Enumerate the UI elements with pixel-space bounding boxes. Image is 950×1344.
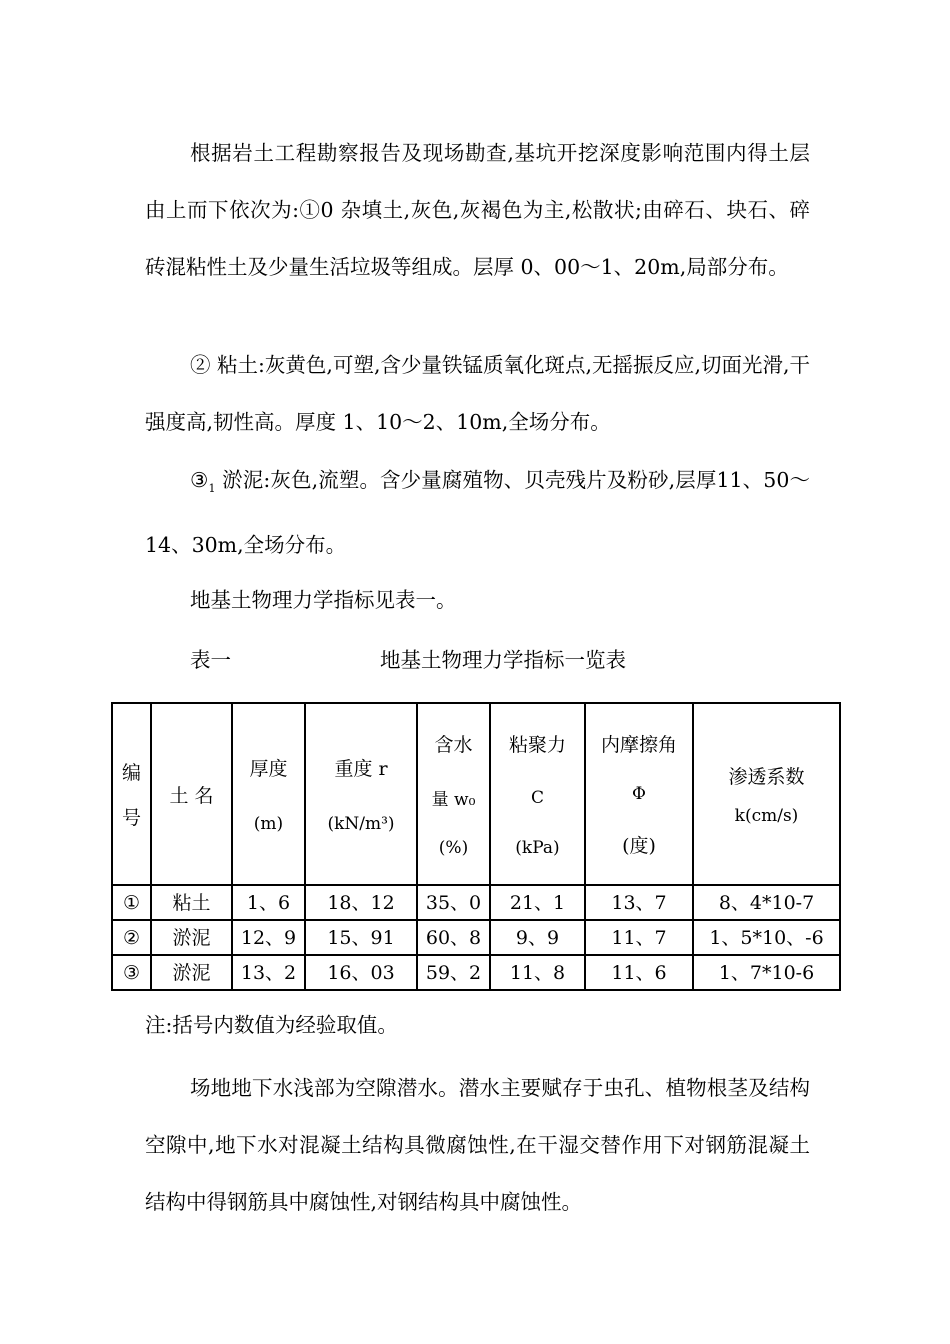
paragraph-silt-text: 淤泥:灰色,流塑。含少量腐殖物、贝壳残片及粉砂,层厚11、50～14、30m,全场分布。 [145,468,810,558]
header-text: 重度 r [334,758,388,780]
table-cell: 21、1 [490,885,585,920]
table-row [112,920,840,955]
table-cell: 35、0 [417,885,490,920]
table-header-row [112,703,840,885]
table-cell: ③ [112,955,151,990]
table-cell: ① [112,885,151,920]
header-text: k(cm/s) [734,806,799,826]
table-cell: 13、7 [585,885,693,920]
paragraph-silt [145,452,810,574]
table-cell: 12、9 [232,920,305,955]
table-title: 地基土物理力学指标一览表 [380,648,626,672]
table-cell: 1、5*10、-6 [693,920,840,955]
header-text: Φ [632,784,646,804]
table-cell: 60、8 [417,920,490,955]
table-cell: 1、7*10-6 [693,955,840,990]
header-text: (度) [622,835,656,857]
table-cell: 16、03 [305,955,417,990]
table-cell: ② [112,920,151,955]
table-cell: 15、91 [305,920,417,955]
header-text: 编 [121,762,141,784]
table-cell: 淤泥 [151,955,232,990]
paragraph-soil-intro: 根据岩土工程勘察报告及现场勘查,基坑开挖深度影响范围内得土层由上而下依次为:①0 杂填土,灰色,灰褐色为主,松散状;由碎石、块石、碎砖混粘性土及少量生活垃圾等组成。层厚 0、00～1、20m,局部分布。 [145,141,810,279]
paragraph-clay: ② 粘土:灰黄色,可塑,含少量铁锰质氧化斑点,无摇振反应,切面光滑,干强度高,韧性高。厚度 1、10～2、10m,全场分布。 [145,353,811,434]
table-cell: 13、2 [232,955,305,990]
header-text: (kPa) [515,838,560,858]
header-text: 内摩擦角 [600,734,677,756]
table-cell: 9、9 [490,920,585,955]
table-cell: 11、6 [585,955,693,990]
table-cell: 1、6 [232,885,305,920]
table-cell: 粘土 [151,885,232,920]
table-cell: 18、12 [305,885,417,920]
header-text: 号 [121,807,141,829]
header-soil-name: 土 名 [151,703,232,885]
table-cell: 8、4*10-7 [693,885,840,920]
table-cell: 11、8 [490,955,585,990]
header-text: 粘聚力 [508,734,566,756]
layer-mark: ③ [190,468,209,492]
header-text: 厚度 [249,758,288,780]
header-text: 渗透系数 [728,766,805,788]
header-text: (kN/m³) [327,814,395,834]
header-cohesion [490,703,585,885]
soil-properties-table [111,702,841,991]
header-text: 含水 [434,734,473,756]
header-text: (m) [253,814,284,834]
table-label: 表一 [190,648,231,672]
table-row [112,885,840,920]
header-friction-angle [585,703,693,885]
paragraph-table-ref: 地基土物理力学指标见表一。 [190,588,457,612]
header-text: 量 w₀ [431,790,476,810]
header-unit-weight [305,703,417,885]
table-row [112,955,840,990]
header-text: (%) [438,838,469,858]
header-thickness [232,703,305,885]
table-cell: 59、2 [417,955,490,990]
paragraph-groundwater: 场地地下水浅部为空隙潜水。潜水主要赋存于虫孔、植物根茎及结构空隙中,地下水对混凝土结构具微腐蚀性,在干湿交替作用下对钢筋混凝土结构中得钢筋具中腐蚀性,对钢结构具中腐蚀性。 [145,1076,810,1214]
header-number [112,703,151,885]
layer-subscript: 1 [208,482,216,496]
header-water-content [417,703,490,885]
table-cell: 11、7 [585,920,693,955]
header-permeability [693,703,840,885]
header-text: C [530,787,544,808]
table-note: 注:括号内数值为经验取值。 [145,1013,398,1037]
table-cell: 淤泥 [151,920,232,955]
